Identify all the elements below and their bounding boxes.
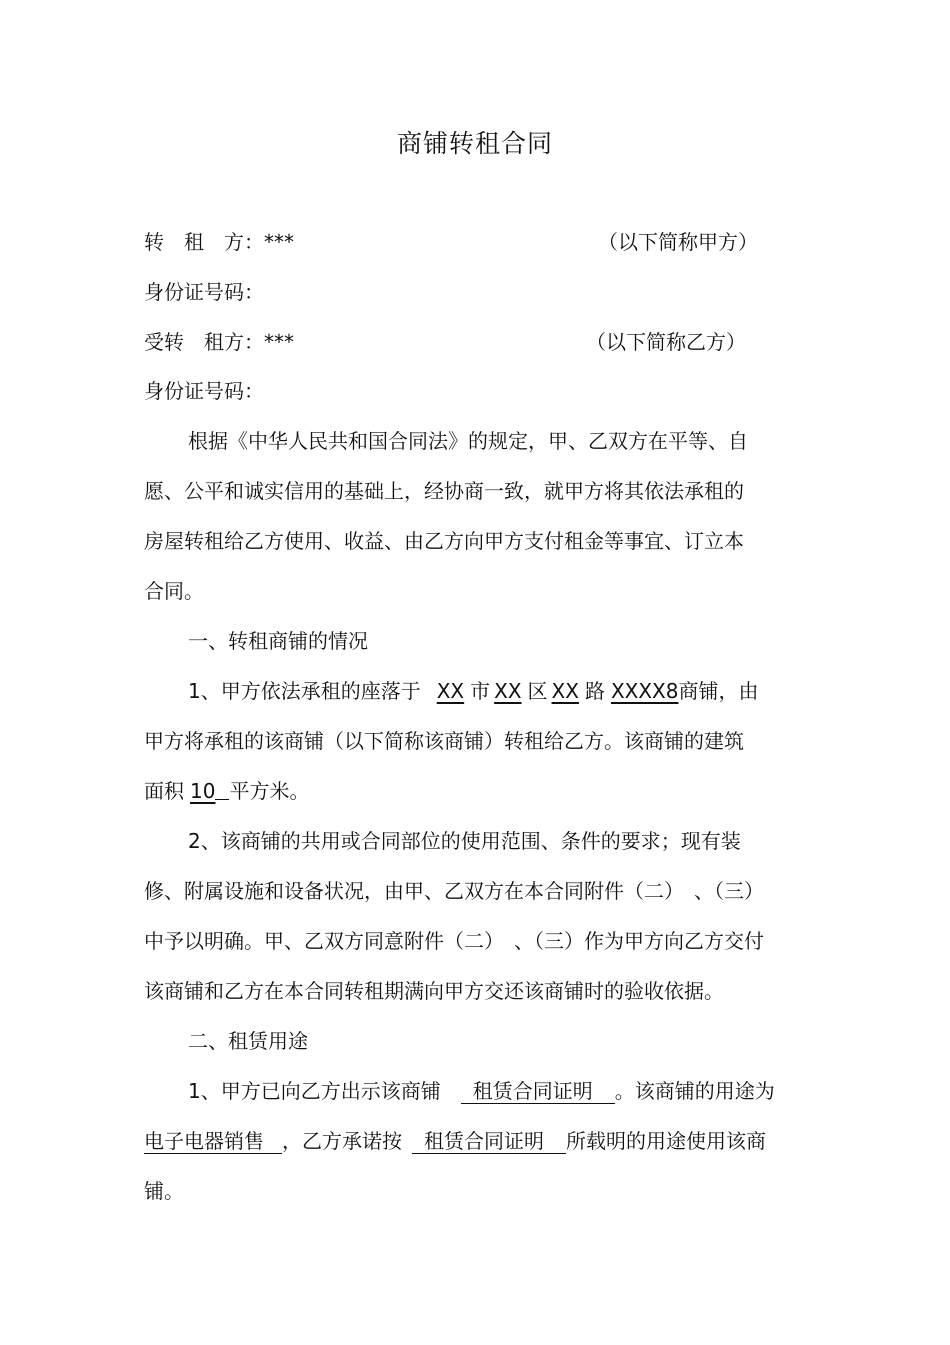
section2-item1-line3: 铺。 (144, 1179, 184, 1203)
party-b-value: *** (264, 330, 294, 354)
party-b-line (144, 327, 294, 357)
party-a-id-label: 身份证号码： (144, 280, 264, 304)
section2-mid2: ，乙方承诺按 (282, 1129, 402, 1153)
section1-item2-line4: 该商铺和乙方在本合同转租期满向甲方交还该商铺时的验收依据。 (144, 979, 724, 1003)
section2-item1-line1 (188, 1076, 775, 1106)
section1-item2-line3: 中予以明确。甲、乙双方同意附件（二） 、（三）作为甲方向乙方交付 (144, 929, 764, 953)
section2-prefix: 1、甲方已向乙方出示该商铺 (188, 1079, 441, 1103)
area-suffix: 平方米。 (229, 779, 310, 803)
section1-item2-line2: 修、附属设施和设备状况，由甲、乙双方在本合同附件（二） 、（三） (144, 879, 764, 903)
intro-line-3: 房屋转租给乙方使用、收益、由乙方向甲方支付租金等事宜、订立本 (144, 529, 744, 553)
area-field: 10 (190, 779, 216, 803)
city-unit: 市 (470, 679, 491, 703)
road-field: XX (551, 679, 579, 703)
party-a-value: *** (264, 230, 294, 254)
item1-suffix: 商铺，由 (678, 679, 759, 703)
section1-item2-line1: 2、该商铺的共用或合同部位的使用范围、条件的要求；现有装 (188, 829, 741, 853)
section2-suffix: 所载明的用途使用该商 (566, 1129, 766, 1153)
district-unit: 区 (527, 679, 548, 703)
intro-line-2: 愿、公平和诚实信用的基础上，经协商一致，就甲方将其依法承租的 (144, 479, 744, 503)
party-b-label: 受转 租方： (144, 330, 264, 354)
cert-field: 租赁合同证明 (461, 1079, 615, 1104)
section2-item1-line2 (144, 1126, 766, 1156)
section2-mid: 。该商铺的用途为 (614, 1079, 775, 1103)
usage-field: 电子电器销售 (144, 1129, 282, 1154)
intro-line-1: 根据《中华人民共和国合同法》的规定，甲、乙双方在平等、自 (188, 429, 748, 453)
cert2-field: 租赁合同证明 (412, 1129, 566, 1154)
district-field: XX (494, 679, 522, 703)
party-b-id-label: 身份证号码： (144, 379, 264, 403)
section1-item1-line1 (188, 676, 758, 706)
party-a-note: （以下简称甲方） (598, 230, 758, 254)
section1-heading: 一、转租商铺的情况 (188, 629, 368, 653)
party-b-note: （以下简称乙方） (586, 330, 746, 354)
city-field: XX (436, 679, 465, 703)
road-unit: 路 (584, 679, 605, 703)
section1-item1-line3 (144, 776, 309, 806)
section2-heading: 二、租赁用途 (188, 1029, 308, 1053)
section1-item1-line2: 甲方将承租的该商铺（以下简称该商铺）转租给乙方。该商铺的建筑 (144, 729, 744, 753)
party-a-line (144, 227, 294, 257)
number-field: XXXX8 (610, 679, 679, 703)
area-prefix: 面积 (144, 779, 184, 803)
page-title: 商铺转租合同 (396, 129, 553, 158)
item1-prefix: 1、甲方依法承租的座落于 (188, 679, 421, 703)
party-a-label: 转 租 方： (144, 230, 264, 254)
intro-line-4: 合同。 (144, 579, 204, 603)
